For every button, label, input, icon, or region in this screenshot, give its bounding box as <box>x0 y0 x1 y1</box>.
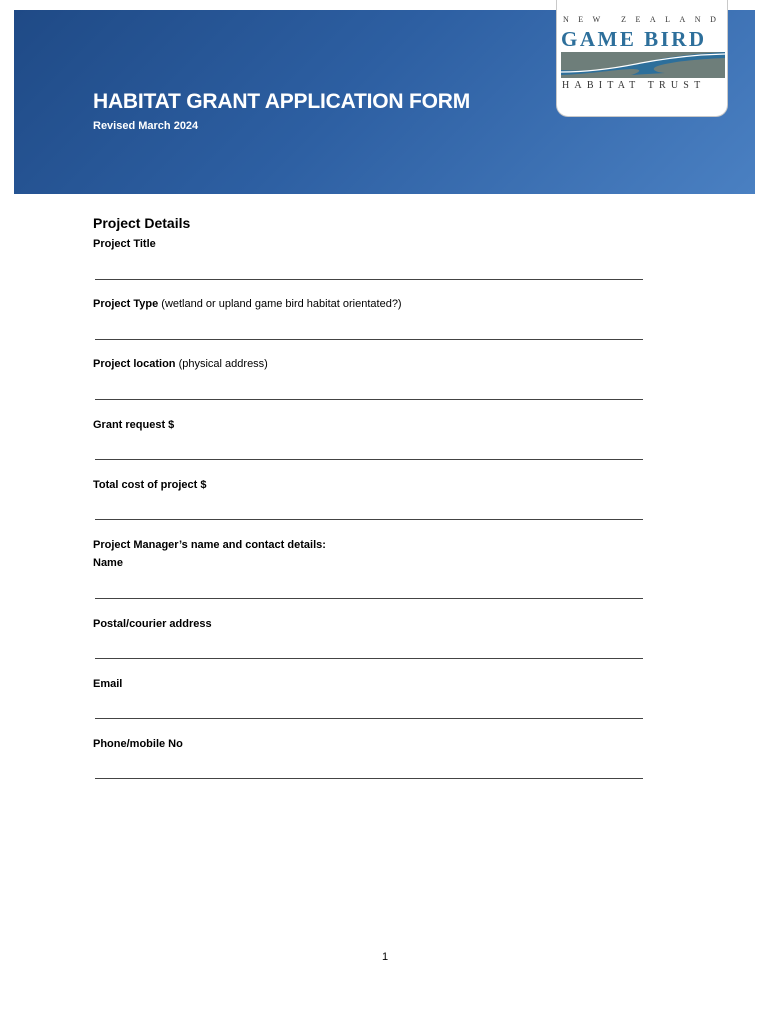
name-label-text: Name <box>93 557 123 569</box>
project-type-field[interactable] <box>95 339 643 340</box>
postal-address-label <box>93 618 212 630</box>
grant-request-label-text: Grant request $ <box>93 419 175 431</box>
email-label-text: Email <box>93 678 123 690</box>
total-cost-label-text: Total cost of project $ <box>93 479 207 491</box>
project-title-label-text: Project Title <box>93 238 156 250</box>
project-manager-heading <box>93 539 326 551</box>
email-field[interactable] <box>95 718 643 719</box>
revision-date: Revised March 2024 <box>93 120 199 132</box>
project-location-field[interactable] <box>95 399 643 400</box>
total-cost-field[interactable] <box>95 519 643 520</box>
logo-main-text: GAME BIRD <box>561 27 707 51</box>
phone-field[interactable] <box>95 778 643 779</box>
project-type-label-text: Project Type <box>93 298 159 310</box>
section-heading-project-details: Project Details <box>93 215 191 231</box>
postal-address-field[interactable] <box>95 658 643 659</box>
phone-label-text: Phone/mobile No <box>93 738 183 750</box>
name-label <box>93 557 123 569</box>
phone-label <box>93 738 183 750</box>
project-location-label-text: Project location <box>93 358 176 370</box>
project-title-field[interactable] <box>95 279 643 280</box>
logo-bottom-text: HABITAT TRUST <box>562 80 706 91</box>
project-type-hint: (wetland or upland game bird habitat orientated?) <box>158 298 402 310</box>
project-title-label <box>93 238 156 250</box>
project-location-hint: (physical address) <box>175 358 268 370</box>
page-number: 1 <box>381 951 389 963</box>
total-cost-label <box>93 479 206 491</box>
project-type-label <box>93 298 402 310</box>
postal-address-label-text: Postal/courier address <box>93 618 212 630</box>
grant-request-field[interactable] <box>95 459 643 460</box>
logo-top-text: NEW ZEALAND <box>563 15 726 24</box>
project-location-label <box>93 358 268 370</box>
river-landscape-icon <box>561 52 725 78</box>
game-bird-habitat-trust-logo <box>556 0 728 117</box>
form-title: HABITAT GRANT APPLICATION FORM <box>93 90 471 113</box>
project-manager-heading-text: Project Manager’s name and contact details: <box>93 539 326 551</box>
email-label <box>93 678 122 690</box>
name-field[interactable] <box>95 598 643 599</box>
grant-request-label <box>93 419 174 431</box>
